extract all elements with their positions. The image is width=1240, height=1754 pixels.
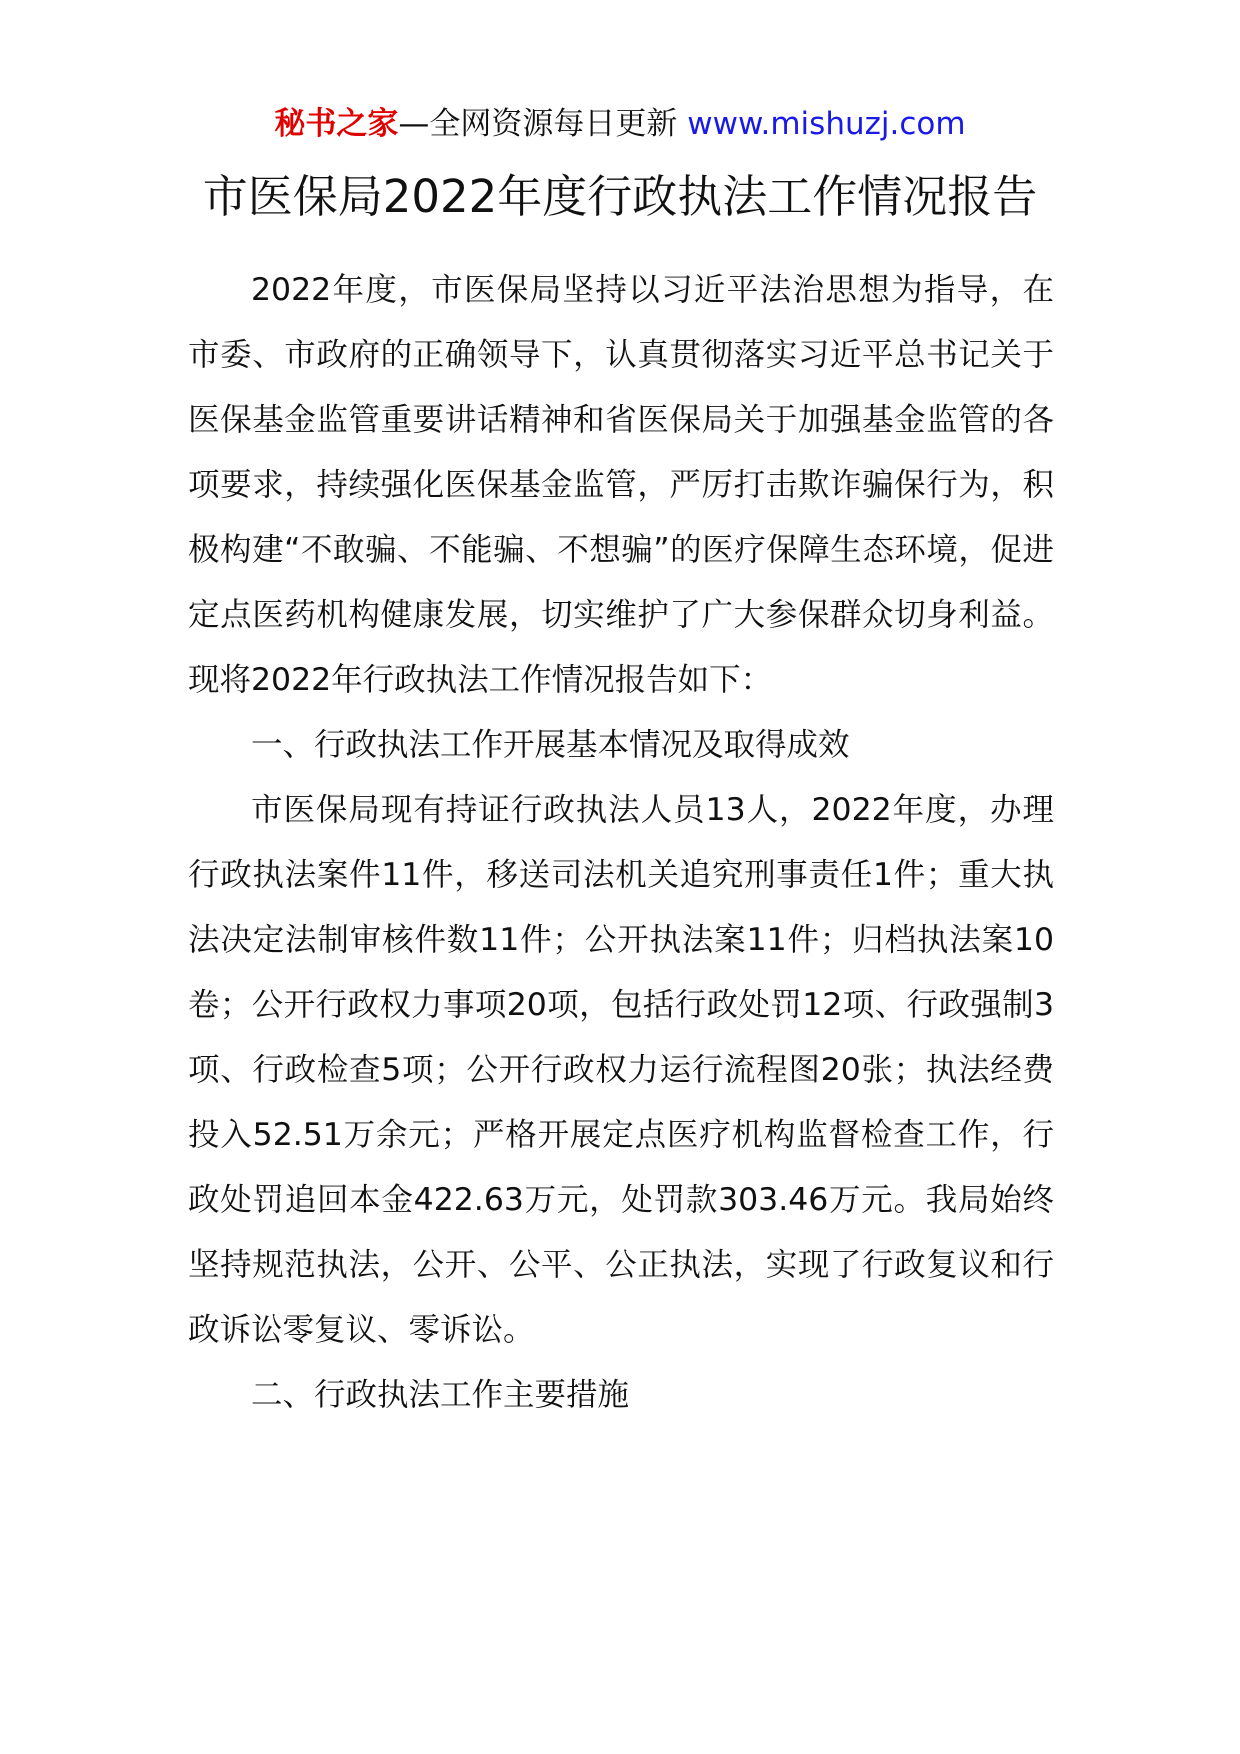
section-1-paragraph: 市医保局现有持证行政执法人员13人，2022年度，办理行政执法案件11件，移送司法机关追究刑事责任1件；重大执法决定法制审核件数11件；公开执法案11件；归档执法案10卷；公开行政权力事项20项，包括行政处罚12项、行政强制3项、行政检查5项；公开行政权力运行流程图20张；执法经费投入52.51万余元；严格开展定点医疗机构监督检查工作，行政处罚追回本金422.63万元，处罚款303.46万元。我局始终坚持规范执法，公开、公平、公正执法，实现了行政复议和行政诉讼零复议、零诉讼。 xyxy=(188,792,1054,1348)
section-heading-2: 二、行政执法工作主要措施 xyxy=(251,1377,630,1413)
site-url-link[interactable]: www.mishuzj.com xyxy=(687,106,966,142)
section-heading-1: 一、行政执法工作开展基本情况及取得成效 xyxy=(251,727,850,763)
header-tagline: —全网资源每日更新 xyxy=(398,106,678,142)
document-body xyxy=(188,258,1054,1428)
document-title: 市医保局2022年度行政执法工作情况报告 xyxy=(202,170,1038,223)
brand-name: 秘书之家 xyxy=(274,106,399,142)
intro-paragraph: 2022年度，市医保局坚持以习近平法治思想为指导，在市委、市政府的正确领导下，认真贯彻落实习近平总书记关于医保基金监管重要讲话精神和省医保局关于加强基金监管的各项要求，持续强化医保基金监管，严厉打击欺诈骗保行为，积极构建“不敢骗、不能骗、不想骗”的医疗保障生态环境，促进定点医药机构健康发展，切实维护了广大参保群众切身利益。现将2022年行政执法工作情况报告如下： xyxy=(188,272,1054,698)
site-header xyxy=(0,98,1240,150)
